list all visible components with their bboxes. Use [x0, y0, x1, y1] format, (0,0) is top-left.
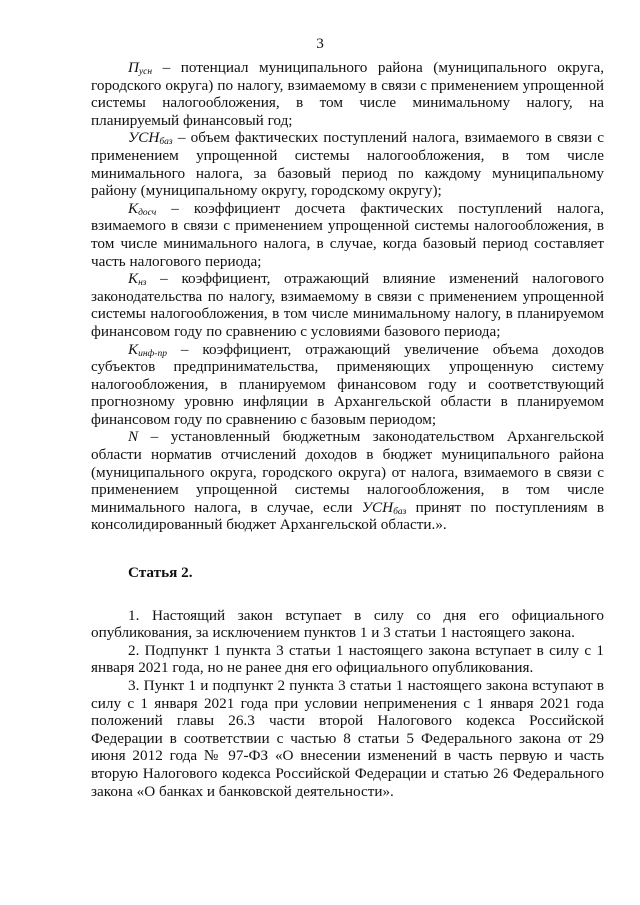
symbol: $К_{нз}$: [128, 270, 147, 289]
definition-k-nz: $К_{нз}$ – коэффициент, отражающий влияние изменений налогового законодательства по налогу, взимаемому в связи с применением упрощенной системы налогообложения, в том числе минимальному налогу, в планируемом финансовом году по сравнению с условиями базового периода;: [91, 270, 605, 340]
symbol: $УСН_{баз}$: [128, 129, 173, 148]
clause-1: 1. Настоящий закон вступает в силу со дня его официального опубликования, за исключением пунктов 1 и 3 статьи 1 настоящего закона.: [91, 606, 604, 642]
clause-3: 3. Пункт 1 и подпункт 2 пункта 3 статьи 1 настоящего закона вступают в силу с 1 января 2021 года при условии неприменения с 1 января 2021 года положений главы 26.3 части второй Налогового кодекса Российской Федерации в соответствии с частью 8 статьи 5 Федерального закона от 29 июня 2012 года № 97-ФЗ «О внесении изменений в часть первую и часть вторую Налогового кодекса Российской Федерации и статью 26 Федерального закона «О банках и банковской деятельности».: [91, 677, 604, 800]
definition-n: N – установленный бюджетным законодательством Архангельской области норматив отчислений доходов в бюджет муниципального района (муниципального округа, городского округа) от налога, взимаемого в связи с применением упрощенной системы налогообложения, в том числе минимального налога, в случае, если $УСН_{баз}$ принят по поступлениям в консолидированный бюджет Архангельской области.».: [91, 428, 604, 534]
definition-k-inf-pr: $К_{инф-пр}$ – коэффициент, отражающий увеличение объема доходов субъектов предпринимательства, применяющих упрощенную систему налогообложения, в планируемом финансовом году и соответствующий прогнозному уровню инфляции в Архангельской области в планируемом финансовом году по сравнению с базовым периодом;: [91, 340, 605, 428]
clause-2: 2. Подпункт 1 пункта 3 статьи 1 настоящего закона вступает в силу с 1 января 2021 года, но не ранее дня его официального опубликования.: [91, 641, 604, 677]
symbol: $П_{усн}$: [128, 59, 153, 77]
document-body: [91, 59, 604, 800]
symbol: $К_{досч}$: [128, 199, 157, 218]
definition-p-usn: $П_{усн}$ – потенциал муниципального района (муниципального округа, городского округа) по налогу, взимаемому в связи с применением упрощенной системы налогообложения, в том числе минимальному налогу, на планируемый финансовый год;: [91, 59, 604, 129]
symbol: N: [128, 428, 139, 446]
page-number: 3: [316, 35, 324, 52]
symbol: $К_{инф-пр}$: [128, 340, 167, 359]
symbol: $УСН_{баз}$: [361, 498, 407, 517]
article-heading: Статья 2.: [128, 564, 193, 582]
definition-k-dosch: $К_{досч}$ – коэффициент досчета фактических поступлений налога, взимаемого в связи с применением упрощенной системы налогообложения, в том числе минимального налога, в случае, когда базовый период составляет часть налогового периода;: [91, 199, 604, 270]
definition-usn-baz: $УСН_{баз}$ – объем фактических поступлений налога, взимаемого в связи с применением упрощенной системы налогообложения, в том числе минимального налога, за базовый период по каждому муниципальному району (муниципальному округу, городскому округу);: [91, 129, 604, 200]
